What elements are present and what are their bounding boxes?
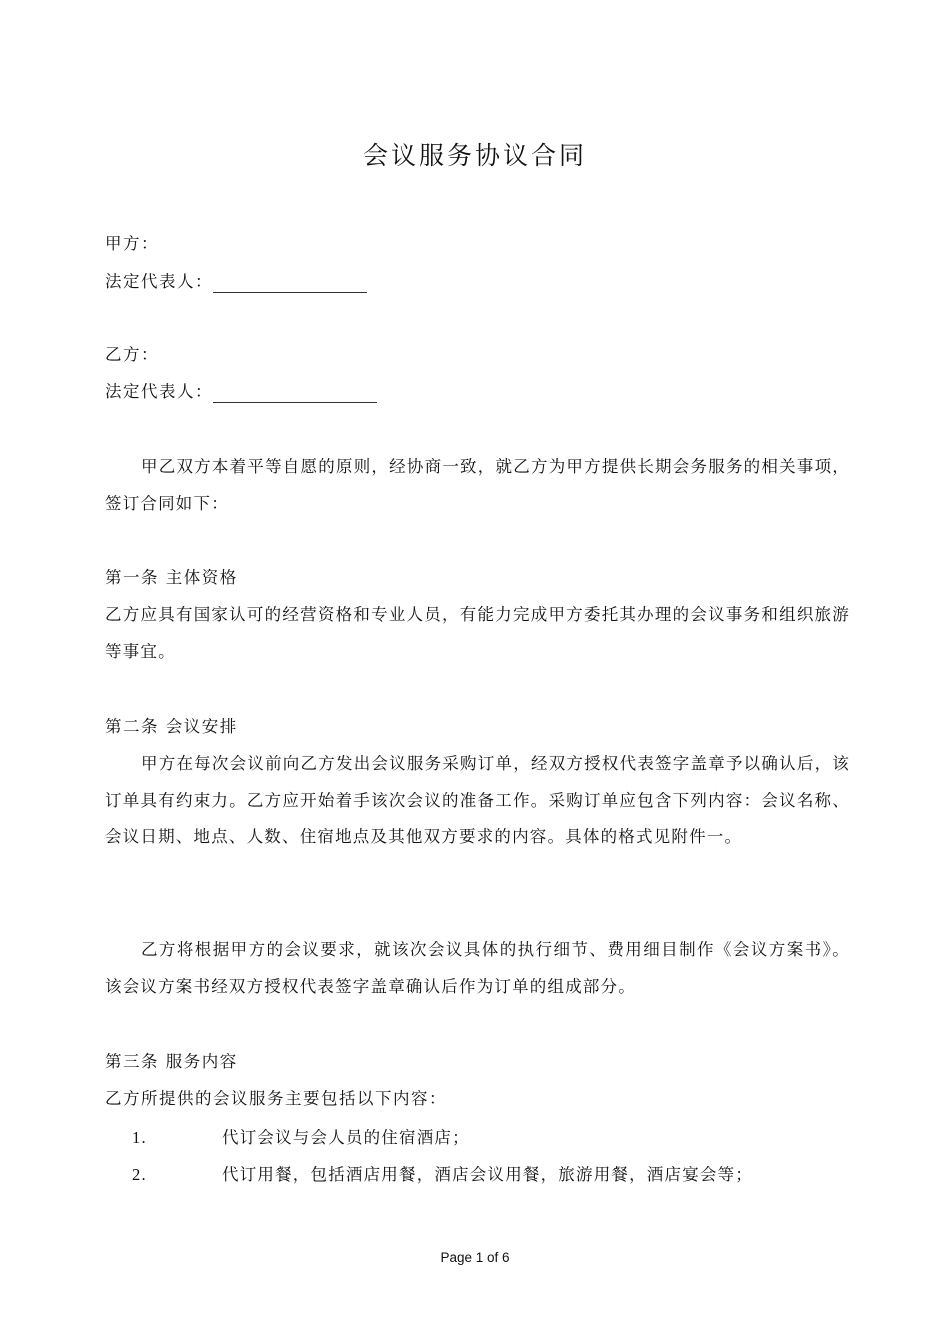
party-b-label: 乙方： (105, 345, 159, 364)
list-item-number: 1. (132, 1128, 147, 1147)
document-title: 会议服务协议合同 (362, 141, 587, 170)
article3-intro: 乙方所提供的会议服务主要包括以下内容： (105, 1089, 447, 1108)
list-item-number: 2. (132, 1165, 147, 1184)
list-item-text: 代订会议与会人员的住宿酒店； (222, 1128, 470, 1147)
article2-paragraph-1: 甲方在每次会议前向乙方发出会议服务采购订单，经双方授权代表签字盖章予以确认后，该订单具有约束力。乙方应开始着手该次会议的准备工作。采购订单应包含下列内容：会议名称、会议日期、地点、人数、住宿地点及其他双方要求的内容。具体的格式见附件一。 (105, 754, 850, 846)
intro-paragraph: 甲乙双方本着平等自愿的原则，经协商一致，就乙方为甲方提供长期会务服务的相关事项，签订合同如下： (105, 457, 850, 513)
party-b-rep-blank (213, 380, 377, 403)
page-number: Page 1 of 6 (440, 1250, 510, 1265)
article1-heading: 第一条 主体资格 (105, 568, 238, 587)
party-a-rep-label: 法定代表人： (105, 272, 213, 291)
party-b-rep-label: 法定代表人： (105, 382, 213, 401)
article2-heading: 第二条 会议安排 (105, 717, 238, 736)
party-b-representative (105, 374, 850, 410)
party-a-label: 甲方： (105, 234, 159, 253)
party-a-rep-blank (213, 270, 367, 293)
article3-heading: 第三条 服务内容 (105, 1052, 238, 1071)
party-a-representative (105, 264, 850, 300)
article2-paragraph-2: 乙方将根据甲方的会议要求，就该次会议具体的执行细节、费用细目制作《会议方案书》。该会议方案书经双方授权代表签字盖章确认后作为订单的组成部分。 (105, 940, 850, 996)
article1-body: 乙方应具有国家认可的经营资格和专业人员，有能力完成甲方委托其办理的会议事务和组织旅游等事宜。 (105, 605, 850, 661)
list-item-text: 代订用餐，包括酒店用餐，酒店会议用餐，旅游用餐，酒店宴会等； (222, 1165, 753, 1184)
